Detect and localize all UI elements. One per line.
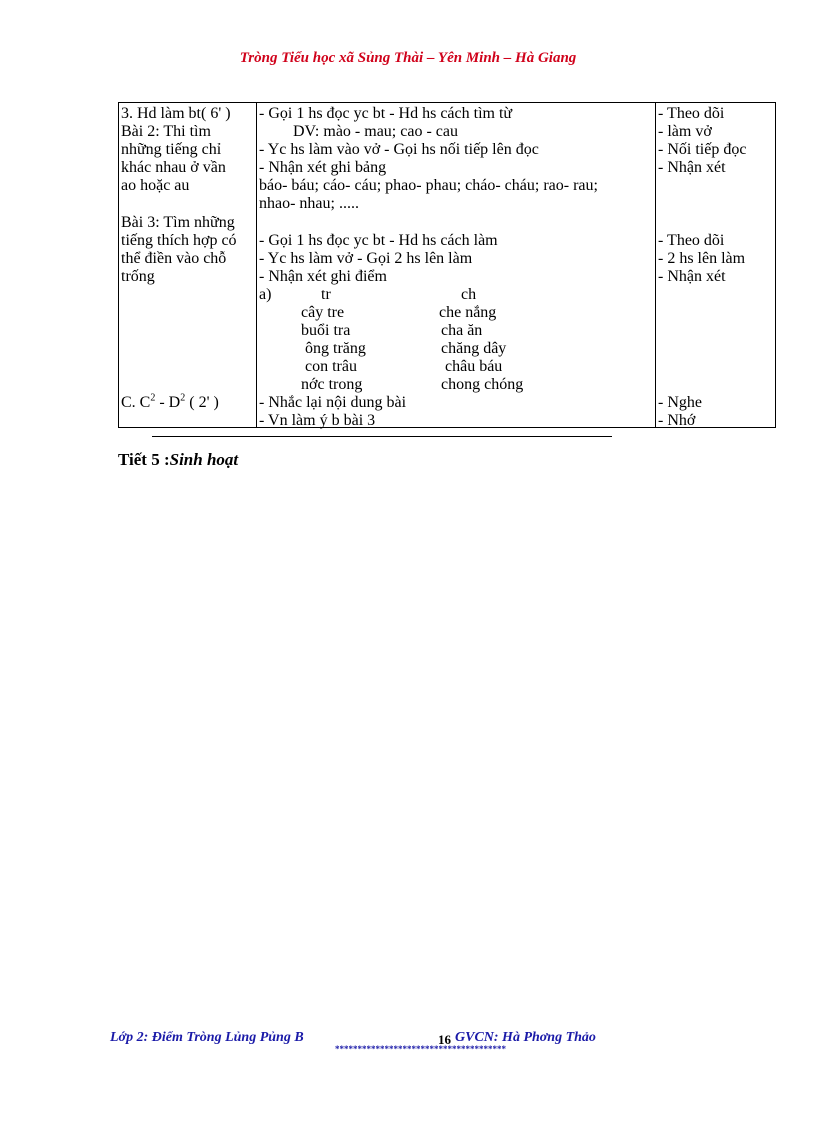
- page-header: Tròng Tiểu học xã Sủng Thài – Yên Minh – Hà Giang: [239, 50, 577, 66]
- activity-label: trống: [121, 268, 155, 285]
- student-step: - 2 hs lên làm: [658, 250, 746, 267]
- activity-label: những tiếng chỉ: [121, 141, 222, 158]
- tr-word: cây tre: [301, 304, 345, 321]
- group-header-tr: tr: [321, 286, 331, 303]
- activity-label: khác nhau ở vần: [121, 159, 226, 176]
- teacher-step: báo- báu; cáo- cáu; phao- phau; cháo- cháu; rao- rau;: [259, 177, 598, 194]
- footer-teacher: GVCN: Hà Phơng Thảo: [455, 1030, 596, 1045]
- page-number: 16: [438, 1032, 451, 1047]
- teacher-step: - Nhắc lại nội dung bài: [259, 394, 407, 411]
- student-step: - Theo dõi: [658, 105, 725, 122]
- activity-label: tiếng thích hợp có: [121, 232, 237, 249]
- tr-word: nớc trong: [301, 376, 363, 393]
- tr-word: ông trăng: [305, 340, 366, 357]
- teacher-step: - Gọi 1 hs đọc yc bt - Hd hs cách tìm từ: [259, 105, 513, 122]
- ch-word: cha ăn: [441, 322, 483, 339]
- separator-rule: [152, 436, 612, 437]
- group-header-ch: ch: [461, 286, 477, 303]
- ch-word: che nắng: [439, 304, 497, 321]
- student-step: - Nhớ: [658, 412, 696, 429]
- tr-word: con trâu: [305, 358, 357, 375]
- column-divider-2: [655, 103, 656, 427]
- teacher-step: nhao- nhau; .....: [259, 195, 359, 212]
- activity-label: Bài 2: Thi tìm: [121, 123, 211, 140]
- column-divider-1: [256, 103, 257, 427]
- activity-label: thể điền vào chỗ: [121, 250, 227, 267]
- activity-label: ao hoặc au: [121, 177, 190, 194]
- footer-class-info: Lớp 2: Điểm Tròng Lủng Pủng B: [110, 1030, 304, 1045]
- section-heading: [118, 450, 238, 470]
- teacher-step: - Nhận xét ghi bảng: [259, 159, 387, 176]
- activity-label: Bài 3: Tìm những: [121, 214, 235, 231]
- teacher-step: DV: mào - mau; cao - cau: [293, 123, 458, 140]
- teacher-step: - Gọi 1 hs đọc yc bt - Hd hs cách làm: [259, 232, 498, 249]
- tr-word: buổi tra: [301, 322, 351, 339]
- teacher-step: - Nhận xét ghi điểm: [259, 268, 387, 285]
- student-step: - Nhận xét: [658, 159, 726, 176]
- ch-word: chăng dây: [441, 340, 507, 357]
- footer-stars: **************************************: [335, 1044, 506, 1054]
- section-title: Sinh hoạt: [169, 450, 239, 469]
- teacher-step: - Yc hs làm vào vở - Gọi hs nối tiếp lên đọc: [259, 141, 539, 158]
- student-step: - Nhận xét: [658, 268, 726, 285]
- lesson-table: [118, 102, 776, 428]
- ch-word: châu báu: [445, 358, 503, 375]
- activity-label-conclusion: C. $C^2 - D^2$ ( 2' ): [121, 392, 219, 411]
- student-step: - Nối tiếp đọc: [658, 141, 747, 158]
- student-step: - làm vở: [658, 123, 712, 140]
- student-step: - Theo dõi: [658, 232, 725, 249]
- student-step: - Nghe: [658, 394, 702, 411]
- page-footer: [110, 1030, 670, 1060]
- ch-word: chong chóng: [441, 376, 524, 393]
- exercise-part-label: a): [259, 286, 272, 303]
- section-number: Tiết 5 :: [118, 450, 170, 469]
- teacher-step: - Yc hs làm vở - Gọi 2 hs lên làm: [259, 250, 473, 267]
- activity-label: 3. Hd làm bt( 6' ): [121, 105, 231, 122]
- teacher-step: - Vn làm ý b bài 3: [259, 412, 376, 429]
